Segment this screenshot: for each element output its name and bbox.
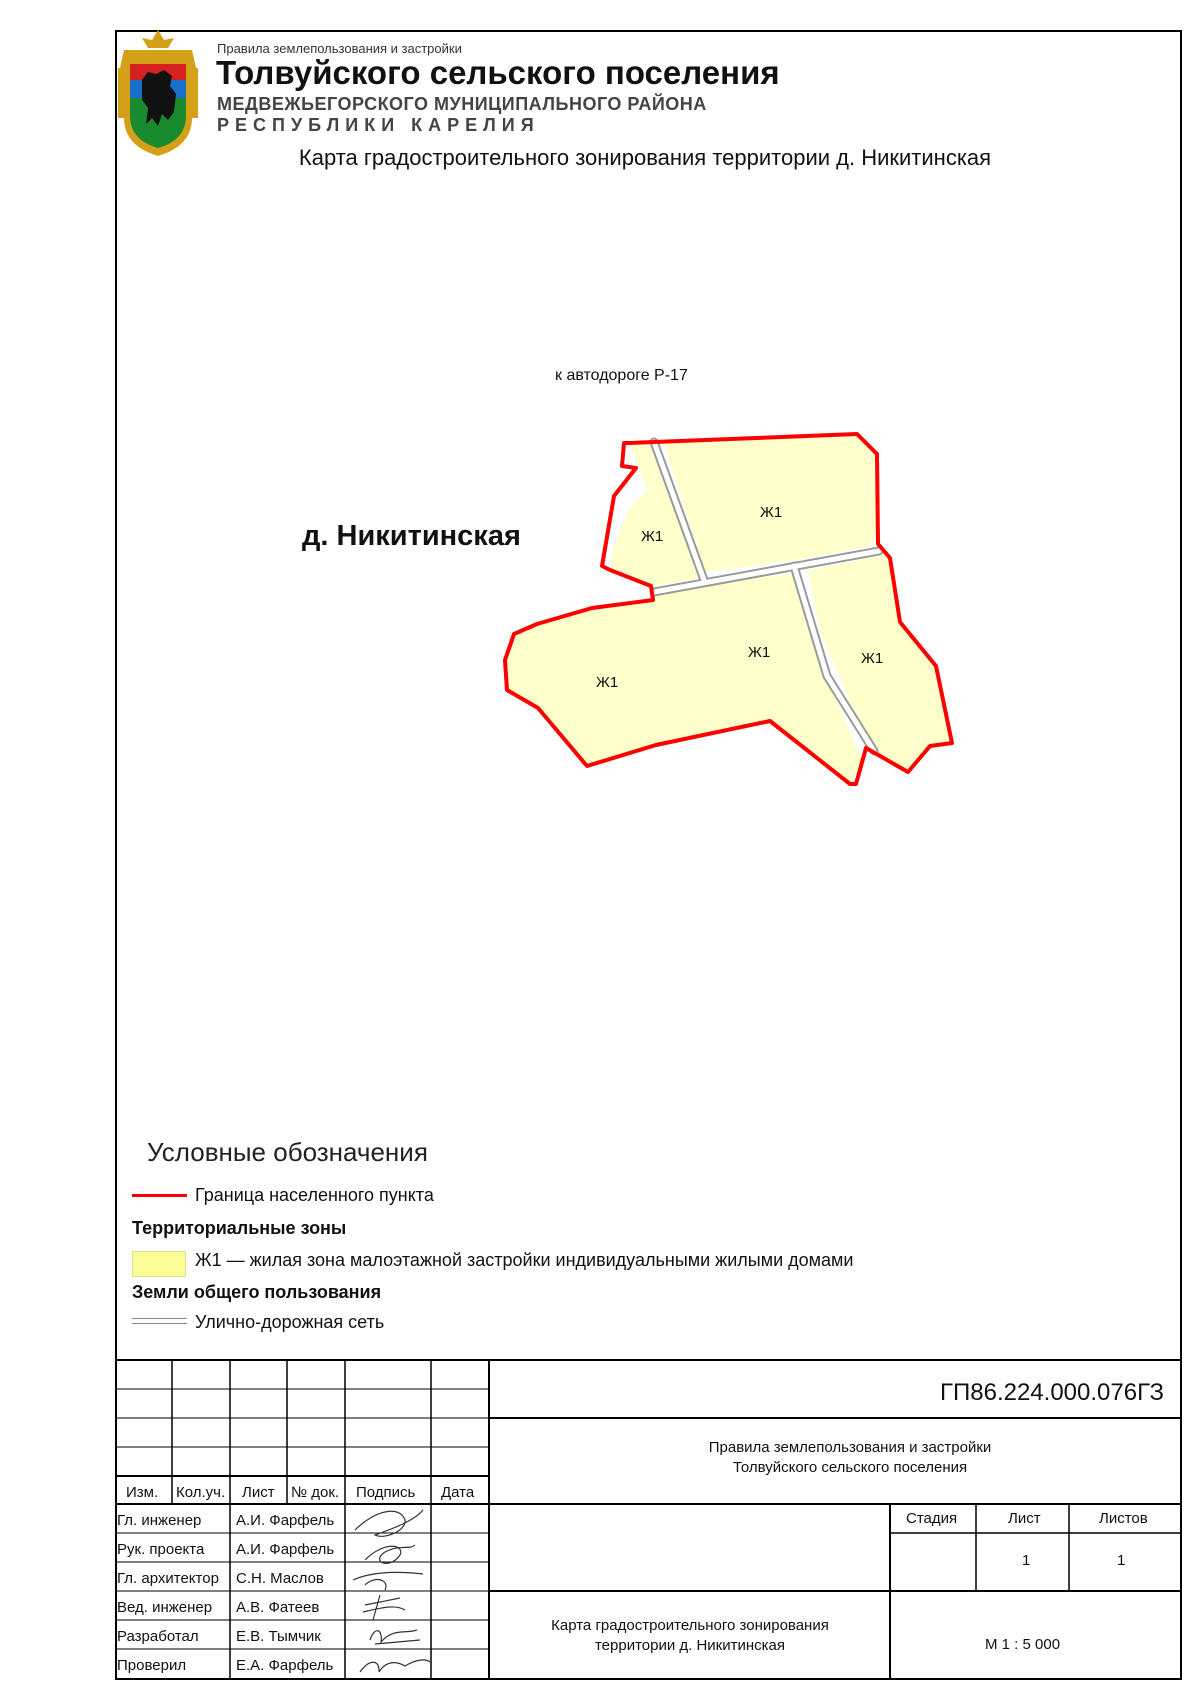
- legend-zone-label: Ж1 — жилая зона малоэтажной застройки индивидуальными жилыми домами: [195, 1250, 854, 1270]
- project-name: [600, 1438, 1100, 1478]
- legend-public-heading: Земли общего пользования: [132, 1282, 382, 1302]
- zone-label-se: Ж1: [861, 650, 884, 667]
- header-district: МЕДВЕЖЬЕГОРСКОГО МУНИЦИПАЛЬНОГО РАЙОНА: [217, 94, 707, 114]
- document-code: ГП86.224.000.076ГЗ: [940, 1379, 1165, 1406]
- staff-role: Рук. проекта: [117, 1541, 205, 1558]
- village-name: д. Никитинская: [302, 520, 521, 552]
- col-header-doc: № док.: [291, 1484, 340, 1501]
- col-header-date: Дата: [441, 1484, 475, 1501]
- zone-label-sw: Ж1: [596, 674, 619, 691]
- sheet-header: Лист: [1008, 1510, 1041, 1527]
- staff-role: Проверил: [117, 1657, 187, 1674]
- sheets-total: 1: [1117, 1552, 1126, 1569]
- col-header-list: Лист: [242, 1484, 275, 1501]
- project-line2: Толвуйского сельского поселения: [732, 1459, 968, 1476]
- sheet-title: [500, 1616, 880, 1656]
- zone-label-nw: Ж1: [641, 528, 664, 545]
- staff-role: Гл. архитектор: [117, 1570, 219, 1587]
- stage-header: Стадия: [906, 1510, 958, 1527]
- sheets-header: Листов: [1099, 1510, 1148, 1527]
- staff-role: Вед. инженер: [117, 1599, 213, 1616]
- header-republic: РЕСПУБЛИКИ КАРЕЛИЯ: [217, 115, 540, 135]
- header-settlement-name: Толвуйского сельского поселения: [216, 54, 780, 91]
- staff-name: А.И. Фарфель: [236, 1541, 335, 1558]
- staff-role: Разработал: [117, 1628, 199, 1645]
- map-title: Карта градостроительного зонирования территории д. Никитинская: [298, 145, 992, 170]
- staff-name: А.И. Фарфель: [236, 1512, 335, 1529]
- legend-zones-heading: Территориальные зоны: [132, 1218, 347, 1238]
- staff-name: Е.А. Фарфель: [236, 1657, 334, 1674]
- zone-label-n: Ж1: [760, 504, 783, 521]
- staff-name: Е.В. Тымчик: [236, 1628, 321, 1645]
- col-header-kol: Кол.уч.: [176, 1484, 226, 1501]
- col-header-signature: Подпись: [356, 1484, 416, 1501]
- sheet-title-line1: Карта градостроительного зонирования: [551, 1617, 829, 1634]
- legend-road-label: Улично-дорожная сеть: [195, 1312, 385, 1332]
- handwritten-signatures: [345, 1500, 435, 1680]
- col-header-izm: Изм.: [126, 1484, 159, 1501]
- road-note: к автодороге Р-17: [555, 367, 688, 384]
- sheet-number: 1: [1022, 1552, 1031, 1569]
- legend-title: Условные обозначения: [147, 1137, 428, 1167]
- legend-boundary-label: Граница населенного пункта: [195, 1185, 434, 1205]
- sheet-title-line2: территории д. Никитинская: [594, 1637, 786, 1654]
- staff-role: Гл. инженер: [117, 1512, 202, 1529]
- header-line1: Правила землепользования и застройки: [217, 41, 462, 56]
- map-scale: М 1 : 5 000: [985, 1636, 1061, 1653]
- staff-name: А.В. Фатеев: [236, 1599, 320, 1616]
- project-line1: Правила землепользования и застройки: [708, 1439, 992, 1456]
- staff-name: С.Н. Маслов: [236, 1570, 324, 1587]
- zone-label-center: Ж1: [748, 644, 771, 661]
